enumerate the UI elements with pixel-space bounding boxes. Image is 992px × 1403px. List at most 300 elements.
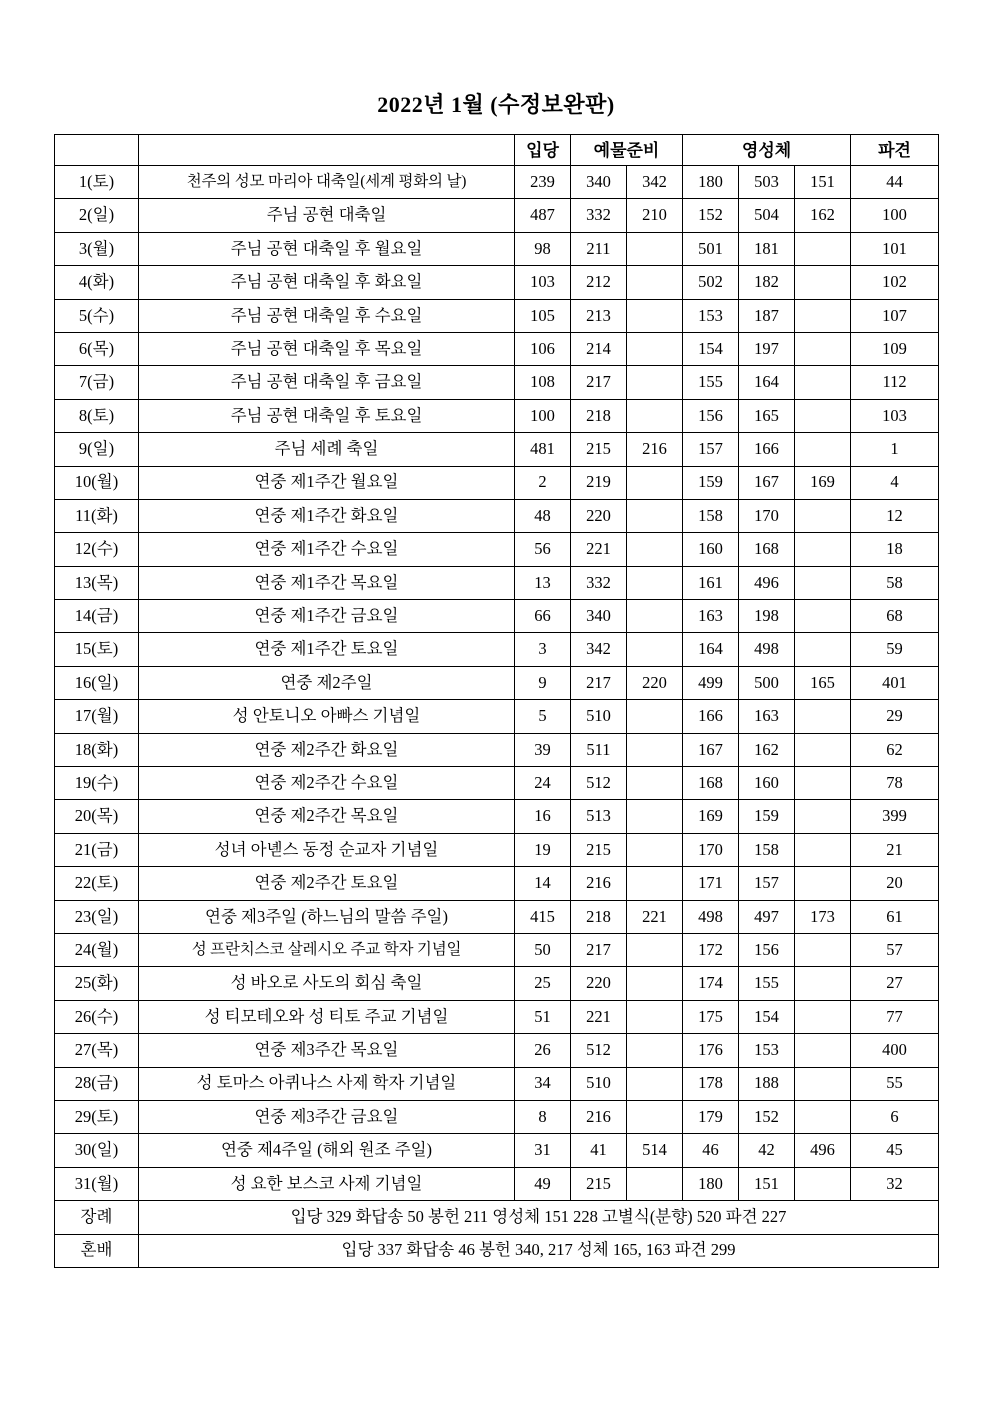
table-row	[55, 533, 939, 566]
entrance-cell: 481	[515, 433, 571, 466]
day-cell: 4(화)	[55, 266, 139, 299]
communion-cell-3	[795, 700, 851, 733]
dismissal-cell: 12	[851, 499, 939, 532]
communion-cell-3	[795, 867, 851, 900]
communion-cell-2: 503	[739, 166, 795, 199]
offertory-cell-2: 221	[627, 900, 683, 933]
table-row	[55, 499, 939, 532]
communion-cell-3: 162	[795, 199, 851, 232]
day-cell: 3(월)	[55, 232, 139, 265]
offertory-cell-2	[627, 1100, 683, 1133]
description-cell: 성녀 아녣스 동정 순교자 기념일	[139, 833, 515, 866]
communion-cell-1: 152	[683, 199, 739, 232]
communion-cell-3	[795, 299, 851, 332]
communion-cell-1: 179	[683, 1100, 739, 1133]
description-cell: 성 바오로 사도의 회심 축일	[139, 967, 515, 1000]
offertory-cell-1: 219	[571, 466, 627, 499]
dismissal-cell: 109	[851, 332, 939, 365]
communion-cell-3	[795, 600, 851, 633]
table-row	[55, 1067, 939, 1100]
entrance-cell: 3	[515, 633, 571, 666]
header-communion: 영성체	[683, 135, 851, 166]
table-row	[55, 833, 939, 866]
communion-cell-3	[795, 800, 851, 833]
offertory-cell-2	[627, 566, 683, 599]
day-cell: 16(일)	[55, 666, 139, 699]
communion-cell-2: 153	[739, 1034, 795, 1067]
offertory-cell-1: 218	[571, 900, 627, 933]
header-description	[139, 135, 515, 166]
description-cell: 성 요한 보스코 사제 기념일	[139, 1167, 515, 1200]
offertory-cell-2: 216	[627, 433, 683, 466]
entrance-cell: 103	[515, 266, 571, 299]
communion-cell-3: 169	[795, 466, 851, 499]
communion-cell-2: 181	[739, 232, 795, 265]
entrance-cell: 39	[515, 733, 571, 766]
description-cell: 연중 제4주일 (해외 원조 주일)	[139, 1134, 515, 1167]
day-cell: 25(화)	[55, 967, 139, 1000]
entrance-cell: 487	[515, 199, 571, 232]
dismissal-cell: 57	[851, 933, 939, 966]
description-cell: 천주의 성모 마리아 대축일(세계 평화의 날)	[139, 166, 515, 199]
communion-cell-1: 167	[683, 733, 739, 766]
offertory-cell-1: 220	[571, 499, 627, 532]
entrance-cell: 66	[515, 600, 571, 633]
day-cell: 27(목)	[55, 1034, 139, 1067]
entrance-cell: 9	[515, 666, 571, 699]
description-cell: 연중 제2주일	[139, 666, 515, 699]
dismissal-cell: 18	[851, 533, 939, 566]
entrance-cell: 16	[515, 800, 571, 833]
communion-cell-2: 158	[739, 833, 795, 866]
communion-cell-2: 42	[739, 1134, 795, 1167]
description-cell: 연중 제1주간 토요일	[139, 633, 515, 666]
dismissal-cell: 101	[851, 232, 939, 265]
communion-cell-3	[795, 1034, 851, 1067]
entrance-cell: 24	[515, 767, 571, 800]
entrance-cell: 51	[515, 1000, 571, 1033]
communion-cell-2: 163	[739, 700, 795, 733]
dismissal-cell: 20	[851, 867, 939, 900]
header-offertory: 예물준비	[571, 135, 683, 166]
offertory-cell-1: 340	[571, 600, 627, 633]
communion-cell-2: 497	[739, 900, 795, 933]
description-cell: 성 안토니오 아빠스 기념일	[139, 700, 515, 733]
description-cell: 주님 공현 대축일 후 토요일	[139, 399, 515, 432]
communion-cell-2: 168	[739, 533, 795, 566]
offertory-cell-2	[627, 733, 683, 766]
communion-cell-1: 501	[683, 232, 739, 265]
offertory-cell-2: 220	[627, 666, 683, 699]
dismissal-cell: 59	[851, 633, 939, 666]
communion-cell-2: 162	[739, 733, 795, 766]
entrance-cell: 5	[515, 700, 571, 733]
day-cell: 2(일)	[55, 199, 139, 232]
communion-cell-2: 500	[739, 666, 795, 699]
table-row	[55, 433, 939, 466]
communion-cell-1: 175	[683, 1000, 739, 1033]
communion-cell-1: 159	[683, 466, 739, 499]
communion-cell-3	[795, 499, 851, 532]
communion-cell-1: 499	[683, 666, 739, 699]
offertory-cell-1: 215	[571, 433, 627, 466]
offertory-cell-2	[627, 366, 683, 399]
communion-cell-1: 169	[683, 800, 739, 833]
dismissal-cell: 44	[851, 166, 939, 199]
description-cell: 연중 제1주간 화요일	[139, 499, 515, 532]
communion-cell-1: 161	[683, 566, 739, 599]
communion-cell-2: 167	[739, 466, 795, 499]
dismissal-cell: 45	[851, 1134, 939, 1167]
offertory-cell-2	[627, 1000, 683, 1033]
communion-cell-1: 154	[683, 332, 739, 365]
communion-cell-3	[795, 1100, 851, 1133]
communion-cell-3: 173	[795, 900, 851, 933]
communion-cell-1: 153	[683, 299, 739, 332]
entrance-cell: 34	[515, 1067, 571, 1100]
communion-cell-2: 164	[739, 366, 795, 399]
offertory-cell-1: 216	[571, 867, 627, 900]
communion-cell-3	[795, 232, 851, 265]
description-cell: 주님 공현 대축일 후 목요일	[139, 332, 515, 365]
summary-row	[55, 1234, 939, 1267]
offertory-cell-2	[627, 1167, 683, 1200]
entrance-cell: 100	[515, 399, 571, 432]
offertory-cell-2	[627, 700, 683, 733]
dismissal-cell: 103	[851, 399, 939, 432]
table-row	[55, 700, 939, 733]
day-cell: 9(일)	[55, 433, 139, 466]
offertory-cell-2	[627, 332, 683, 365]
offertory-cell-1: 332	[571, 199, 627, 232]
communion-cell-2: 152	[739, 1100, 795, 1133]
offertory-cell-1: 213	[571, 299, 627, 332]
page-title: 2022년 1월 (수정보완판)	[377, 92, 615, 117]
dismissal-cell: 1	[851, 433, 939, 466]
day-cell: 6(목)	[55, 332, 139, 365]
table-row	[55, 366, 939, 399]
communion-cell-2: 498	[739, 633, 795, 666]
description-cell: 연중 제3주일 (하느님의 말씀 주일)	[139, 900, 515, 933]
entrance-cell: 14	[515, 867, 571, 900]
offertory-cell-2	[627, 833, 683, 866]
communion-cell-3: 496	[795, 1134, 851, 1167]
communion-cell-1: 174	[683, 967, 739, 1000]
dismissal-cell: 61	[851, 900, 939, 933]
communion-cell-3	[795, 433, 851, 466]
offertory-cell-2	[627, 933, 683, 966]
table-row	[55, 666, 939, 699]
dismissal-cell: 399	[851, 800, 939, 833]
description-cell: 주님 공현 대축일 후 월요일	[139, 232, 515, 265]
communion-cell-2: 170	[739, 499, 795, 532]
header-date	[55, 135, 139, 166]
communion-cell-3	[795, 399, 851, 432]
table-row	[55, 633, 939, 666]
offertory-cell-1: 215	[571, 1167, 627, 1200]
summary-text: 입당 337 화답송 46 봉헌 340, 217 성체 165, 163 파견 299	[139, 1234, 939, 1267]
entrance-cell: 50	[515, 933, 571, 966]
communion-cell-2: 156	[739, 933, 795, 966]
dismissal-cell: 62	[851, 733, 939, 766]
liturgical-calendar-table	[54, 134, 939, 1268]
offertory-cell-2	[627, 399, 683, 432]
offertory-cell-2	[627, 1034, 683, 1067]
table-row	[55, 767, 939, 800]
day-cell: 23(일)	[55, 900, 139, 933]
communion-cell-1: 156	[683, 399, 739, 432]
dismissal-cell: 68	[851, 600, 939, 633]
offertory-cell-2: 210	[627, 199, 683, 232]
entrance-cell: 105	[515, 299, 571, 332]
day-cell: 10(월)	[55, 466, 139, 499]
communion-cell-3	[795, 533, 851, 566]
offertory-cell-2: 342	[627, 166, 683, 199]
offertory-cell-2	[627, 867, 683, 900]
description-cell: 주님 공현 대축일 후 수요일	[139, 299, 515, 332]
offertory-cell-1: 332	[571, 566, 627, 599]
communion-cell-1: 176	[683, 1034, 739, 1067]
communion-cell-3	[795, 332, 851, 365]
dismissal-cell: 102	[851, 266, 939, 299]
dismissal-cell: 77	[851, 1000, 939, 1033]
offertory-cell-1: 510	[571, 700, 627, 733]
communion-cell-3: 165	[795, 666, 851, 699]
dismissal-cell: 58	[851, 566, 939, 599]
communion-cell-2: 182	[739, 266, 795, 299]
table-row	[55, 867, 939, 900]
entrance-cell: 239	[515, 166, 571, 199]
day-cell: 18(화)	[55, 733, 139, 766]
communion-cell-1: 170	[683, 833, 739, 866]
day-cell: 7(금)	[55, 366, 139, 399]
offertory-cell-2	[627, 499, 683, 532]
dismissal-cell: 4	[851, 466, 939, 499]
communion-cell-3	[795, 967, 851, 1000]
offertory-cell-1: 340	[571, 166, 627, 199]
offertory-cell-1: 211	[571, 232, 627, 265]
entrance-cell: 19	[515, 833, 571, 866]
communion-cell-3	[795, 933, 851, 966]
communion-cell-2: 187	[739, 299, 795, 332]
offertory-cell-2	[627, 232, 683, 265]
communion-cell-2: 151	[739, 1167, 795, 1200]
communion-cell-2: 154	[739, 1000, 795, 1033]
table-row	[55, 1034, 939, 1067]
communion-cell-3	[795, 1067, 851, 1100]
description-cell: 연중 제1주간 금요일	[139, 600, 515, 633]
entrance-cell: 13	[515, 566, 571, 599]
communion-cell-1: 180	[683, 166, 739, 199]
day-cell: 5(수)	[55, 299, 139, 332]
communion-cell-2: 504	[739, 199, 795, 232]
communion-cell-2: 166	[739, 433, 795, 466]
communion-cell-1: 178	[683, 1067, 739, 1100]
offertory-cell-2	[627, 466, 683, 499]
offertory-cell-1: 511	[571, 733, 627, 766]
communion-cell-2: 496	[739, 566, 795, 599]
dismissal-cell: 100	[851, 199, 939, 232]
description-cell: 연중 제1주간 목요일	[139, 566, 515, 599]
entrance-cell: 48	[515, 499, 571, 532]
day-cell: 14(금)	[55, 600, 139, 633]
description-cell: 연중 제3주간 금요일	[139, 1100, 515, 1133]
entrance-cell: 31	[515, 1134, 571, 1167]
day-cell: 28(금)	[55, 1067, 139, 1100]
description-cell: 연중 제2주간 토요일	[139, 867, 515, 900]
table-body	[55, 166, 939, 1268]
offertory-cell-2	[627, 1067, 683, 1100]
day-cell: 24(월)	[55, 933, 139, 966]
day-cell: 13(목)	[55, 566, 139, 599]
communion-cell-1: 498	[683, 900, 739, 933]
communion-cell-2: 165	[739, 399, 795, 432]
offertory-cell-1: 217	[571, 666, 627, 699]
table-row	[55, 900, 939, 933]
offertory-cell-1: 216	[571, 1100, 627, 1133]
table-row	[55, 1100, 939, 1133]
header-dismissal: 파견	[851, 135, 939, 166]
table-row	[55, 166, 939, 199]
communion-cell-3	[795, 1167, 851, 1200]
communion-cell-2: 198	[739, 600, 795, 633]
offertory-cell-2: 514	[627, 1134, 683, 1167]
communion-cell-1: 157	[683, 433, 739, 466]
table-row	[55, 266, 939, 299]
table-row	[55, 600, 939, 633]
offertory-cell-2	[627, 266, 683, 299]
table-row	[55, 1000, 939, 1033]
description-cell: 연중 제1주간 수요일	[139, 533, 515, 566]
summary-text: 입당 329 화답송 50 봉헌 211 영성체 151 228 고별식(분향) 520 파견 227	[139, 1201, 939, 1234]
day-cell: 17(월)	[55, 700, 139, 733]
dismissal-cell: 27	[851, 967, 939, 1000]
communion-cell-1: 168	[683, 767, 739, 800]
offertory-cell-1: 510	[571, 1067, 627, 1100]
table-row	[55, 566, 939, 599]
dismissal-cell: 6	[851, 1100, 939, 1133]
description-cell: 주님 공현 대축일 후 화요일	[139, 266, 515, 299]
offertory-cell-1: 214	[571, 332, 627, 365]
offertory-cell-1: 221	[571, 533, 627, 566]
offertory-cell-1: 217	[571, 366, 627, 399]
entrance-cell: 98	[515, 232, 571, 265]
offertory-cell-1: 217	[571, 933, 627, 966]
day-cell: 12(수)	[55, 533, 139, 566]
table-row	[55, 933, 939, 966]
day-cell: 20(목)	[55, 800, 139, 833]
offertory-cell-1: 218	[571, 399, 627, 432]
table-header	[55, 135, 939, 166]
table-row	[55, 232, 939, 265]
entrance-cell: 25	[515, 967, 571, 1000]
dismissal-cell: 400	[851, 1034, 939, 1067]
day-cell: 21(금)	[55, 833, 139, 866]
offertory-cell-2	[627, 533, 683, 566]
offertory-cell-2	[627, 800, 683, 833]
communion-cell-3	[795, 266, 851, 299]
dismissal-cell: 29	[851, 700, 939, 733]
dismissal-cell: 78	[851, 767, 939, 800]
table-row	[55, 199, 939, 232]
summary-label: 혼배	[55, 1234, 139, 1267]
table-row	[55, 332, 939, 365]
offertory-cell-1: 512	[571, 1034, 627, 1067]
description-cell: 연중 제3주간 목요일	[139, 1034, 515, 1067]
description-cell: 주님 공현 대축일 후 금요일	[139, 366, 515, 399]
communion-cell-3	[795, 633, 851, 666]
day-cell: 8(토)	[55, 399, 139, 432]
communion-cell-2: 188	[739, 1067, 795, 1100]
entrance-cell: 8	[515, 1100, 571, 1133]
entrance-cell: 108	[515, 366, 571, 399]
day-cell: 26(수)	[55, 1000, 139, 1033]
dismissal-cell: 32	[851, 1167, 939, 1200]
description-cell: 연중 제2주간 수요일	[139, 767, 515, 800]
communion-cell-2: 155	[739, 967, 795, 1000]
communion-cell-1: 502	[683, 266, 739, 299]
table-row	[55, 299, 939, 332]
offertory-cell-1: 220	[571, 967, 627, 1000]
entrance-cell: 56	[515, 533, 571, 566]
table-row	[55, 1167, 939, 1200]
communion-cell-3	[795, 833, 851, 866]
offertory-cell-2	[627, 299, 683, 332]
header-entrance: 입당	[515, 135, 571, 166]
communion-cell-2: 159	[739, 800, 795, 833]
dismissal-cell: 55	[851, 1067, 939, 1100]
summary-row	[55, 1201, 939, 1234]
day-cell: 11(화)	[55, 499, 139, 532]
day-cell: 15(토)	[55, 633, 139, 666]
communion-cell-3	[795, 566, 851, 599]
dismissal-cell: 401	[851, 666, 939, 699]
description-cell: 연중 제1주간 월요일	[139, 466, 515, 499]
description-cell: 연중 제2주간 목요일	[139, 800, 515, 833]
summary-label: 장례	[55, 1201, 139, 1234]
communion-cell-1: 158	[683, 499, 739, 532]
offertory-cell-1: 221	[571, 1000, 627, 1033]
day-cell: 19(수)	[55, 767, 139, 800]
table-row	[55, 733, 939, 766]
day-cell: 22(토)	[55, 867, 139, 900]
communion-cell-1: 171	[683, 867, 739, 900]
dismissal-cell: 112	[851, 366, 939, 399]
communion-cell-3	[795, 1000, 851, 1033]
description-cell: 주님 공현 대축일	[139, 199, 515, 232]
offertory-cell-2	[627, 967, 683, 1000]
header-row	[55, 135, 939, 166]
communion-cell-1: 166	[683, 700, 739, 733]
table-row	[55, 967, 939, 1000]
offertory-cell-2	[627, 767, 683, 800]
offertory-cell-1: 41	[571, 1134, 627, 1167]
table-row	[55, 466, 939, 499]
communion-cell-3: 151	[795, 166, 851, 199]
day-cell: 29(토)	[55, 1100, 139, 1133]
entrance-cell: 2	[515, 466, 571, 499]
communion-cell-1: 160	[683, 533, 739, 566]
offertory-cell-1: 212	[571, 266, 627, 299]
communion-cell-2: 197	[739, 332, 795, 365]
day-cell: 30(일)	[55, 1134, 139, 1167]
communion-cell-2: 160	[739, 767, 795, 800]
dismissal-cell: 21	[851, 833, 939, 866]
table-row	[55, 399, 939, 432]
description-cell: 성 토마스 아퀴나스 사제 학자 기념일	[139, 1067, 515, 1100]
communion-cell-1: 46	[683, 1134, 739, 1167]
communion-cell-1: 163	[683, 600, 739, 633]
